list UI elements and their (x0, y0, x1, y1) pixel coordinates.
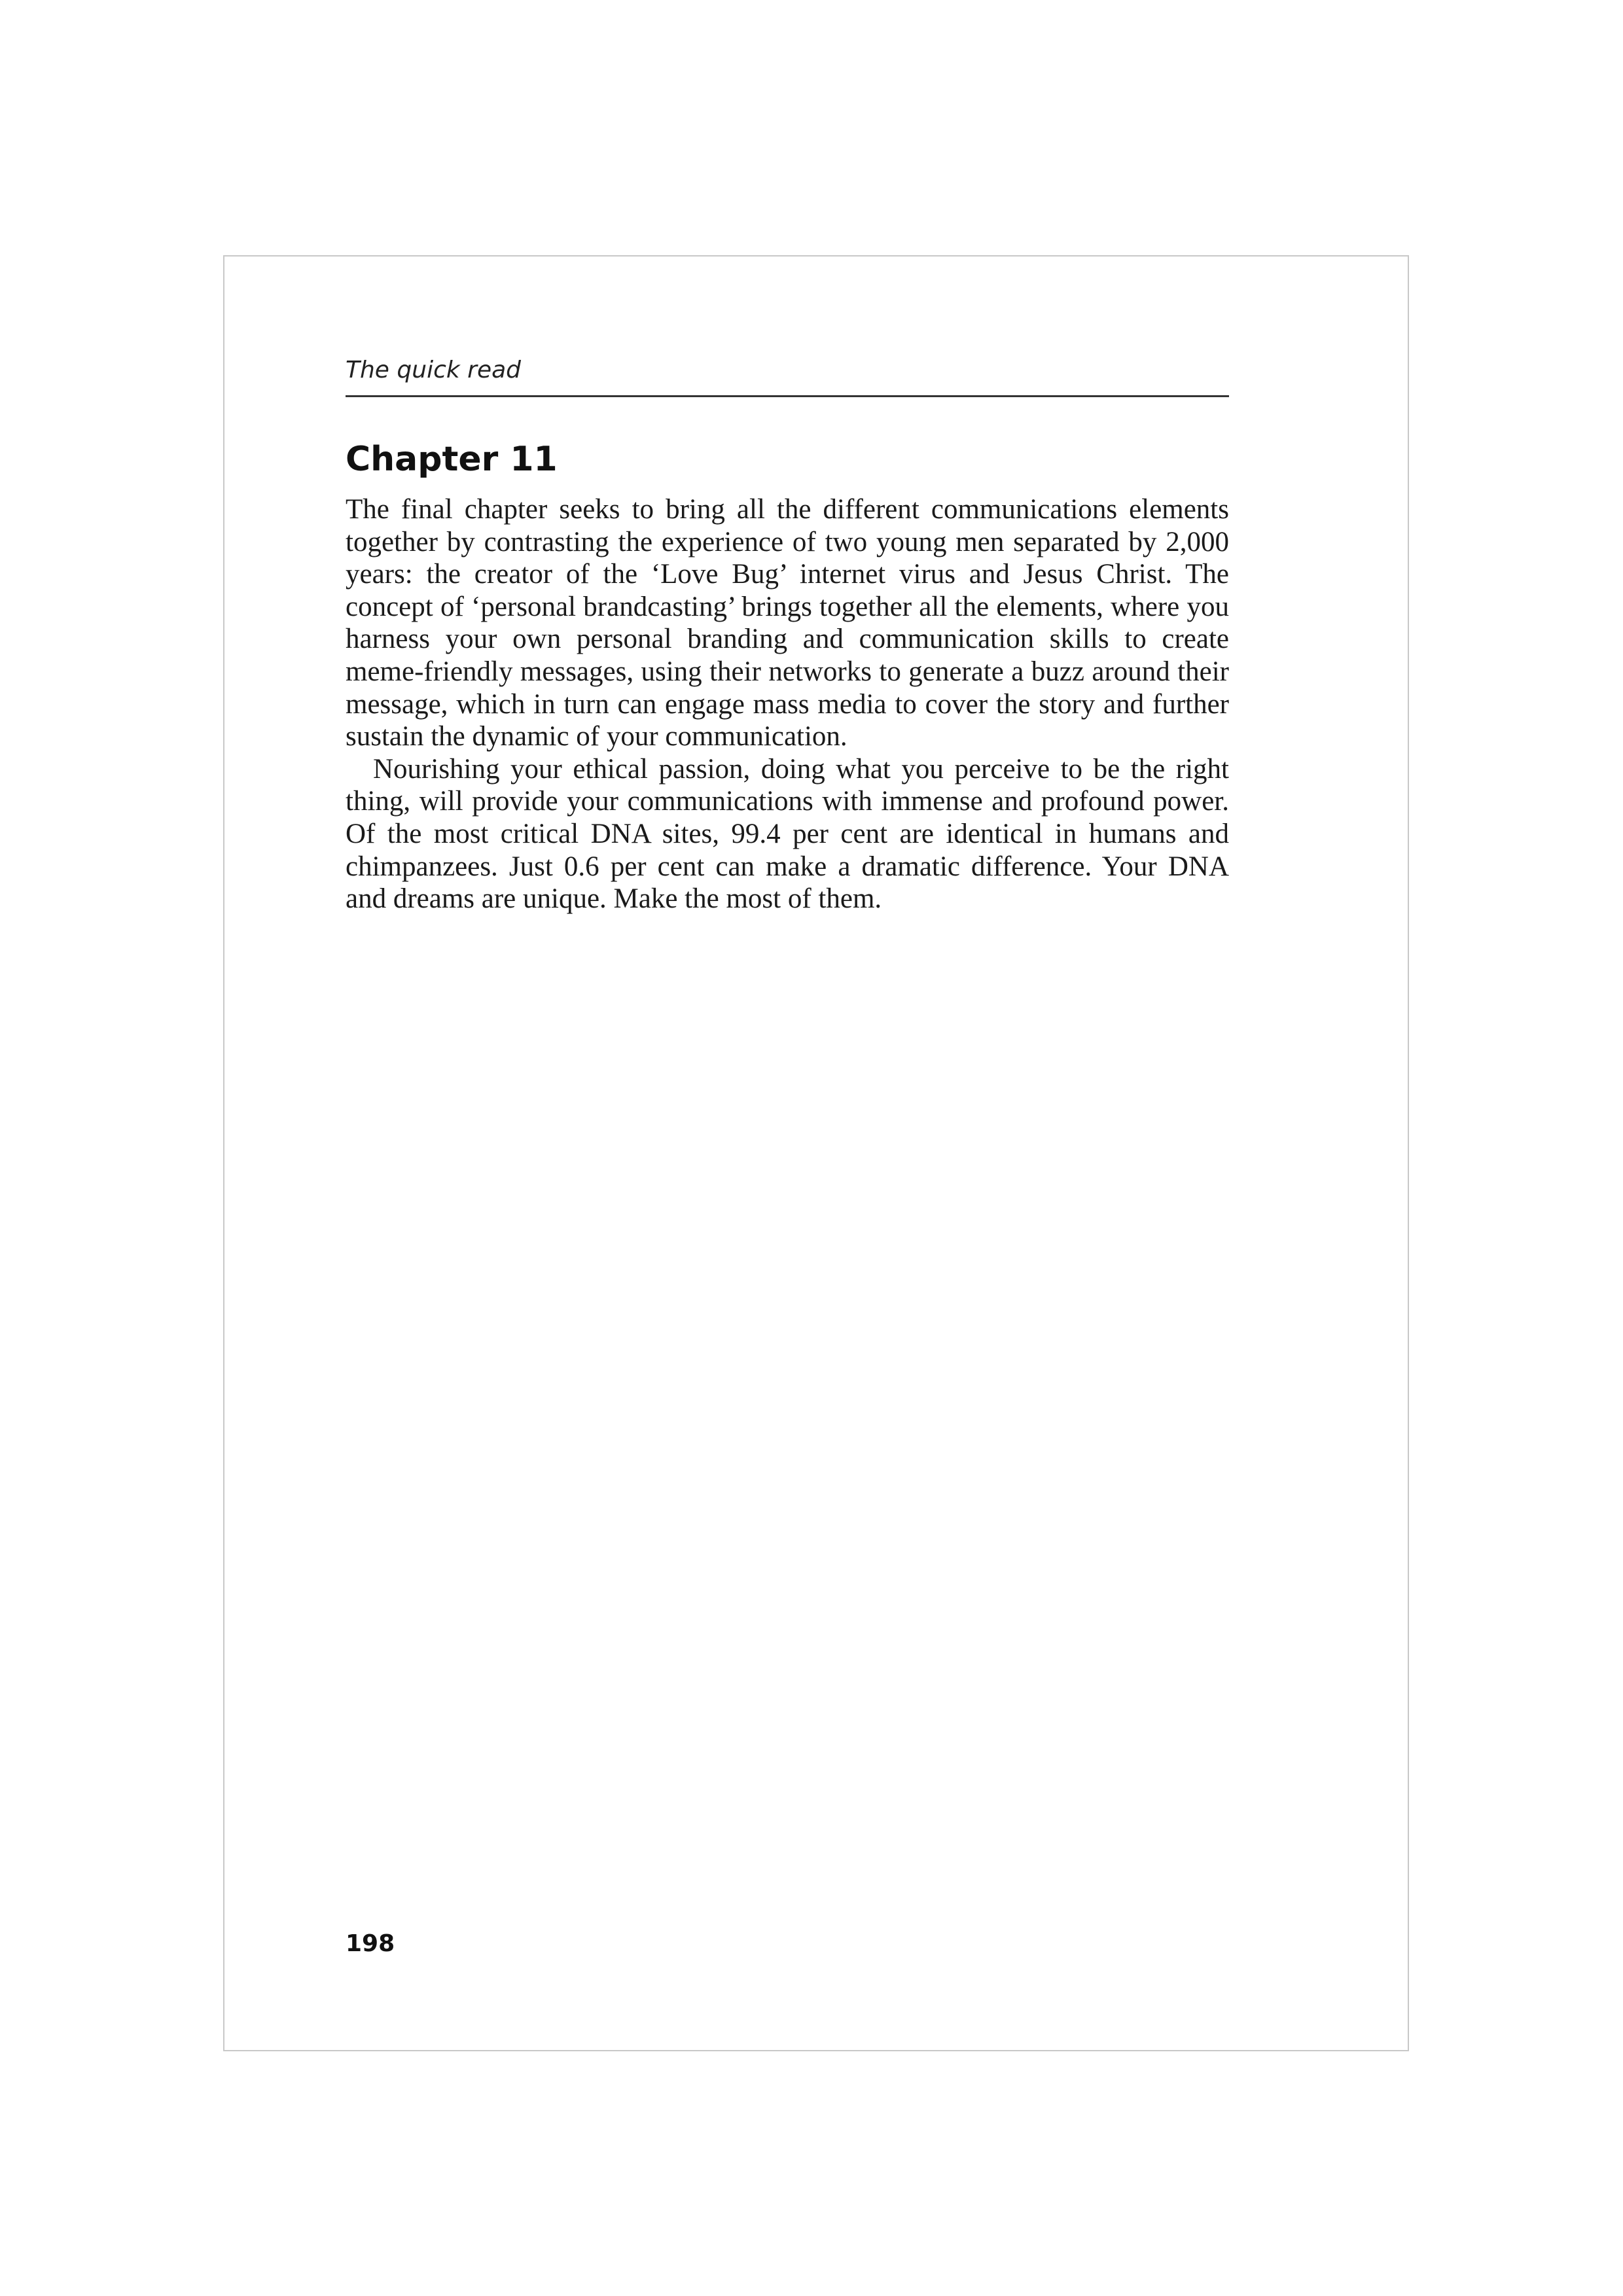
chapter-title: Chapter 11 (346, 440, 558, 479)
page-number: 198 (346, 1930, 395, 1957)
running-head: The quick read (346, 357, 522, 383)
paragraph-1: The final chapter seeks to bring all the different communications elements together by contrasting the experience of two young men separated by 2,000 years: the creator of the ‘Love Bug’ internet virus and Jesus Christ. The concept of ‘personal brandcasting’ brings together all the elements, where you harness your own personal branding and communication skills to create meme-friendly messages, using their networks to generate a buzz around their message, which in turn can engage mass media to cover the story and further sustain the dynamic of your communication. (346, 494, 1229, 752)
chapter-body (346, 493, 1229, 915)
paragraph-2: Nourishing your ethical passion, doing what you perceive to be the right thing, will provide your communications with immense and profound power. Of the most critical DNA sites, 99.4 per cent are identical in humans and chimpanzees. Just 0.6 per cent can make a dramatic difference. Your DNA and dreams are unique. Make the most of them. (346, 753, 1229, 915)
header-rule (346, 395, 1229, 397)
